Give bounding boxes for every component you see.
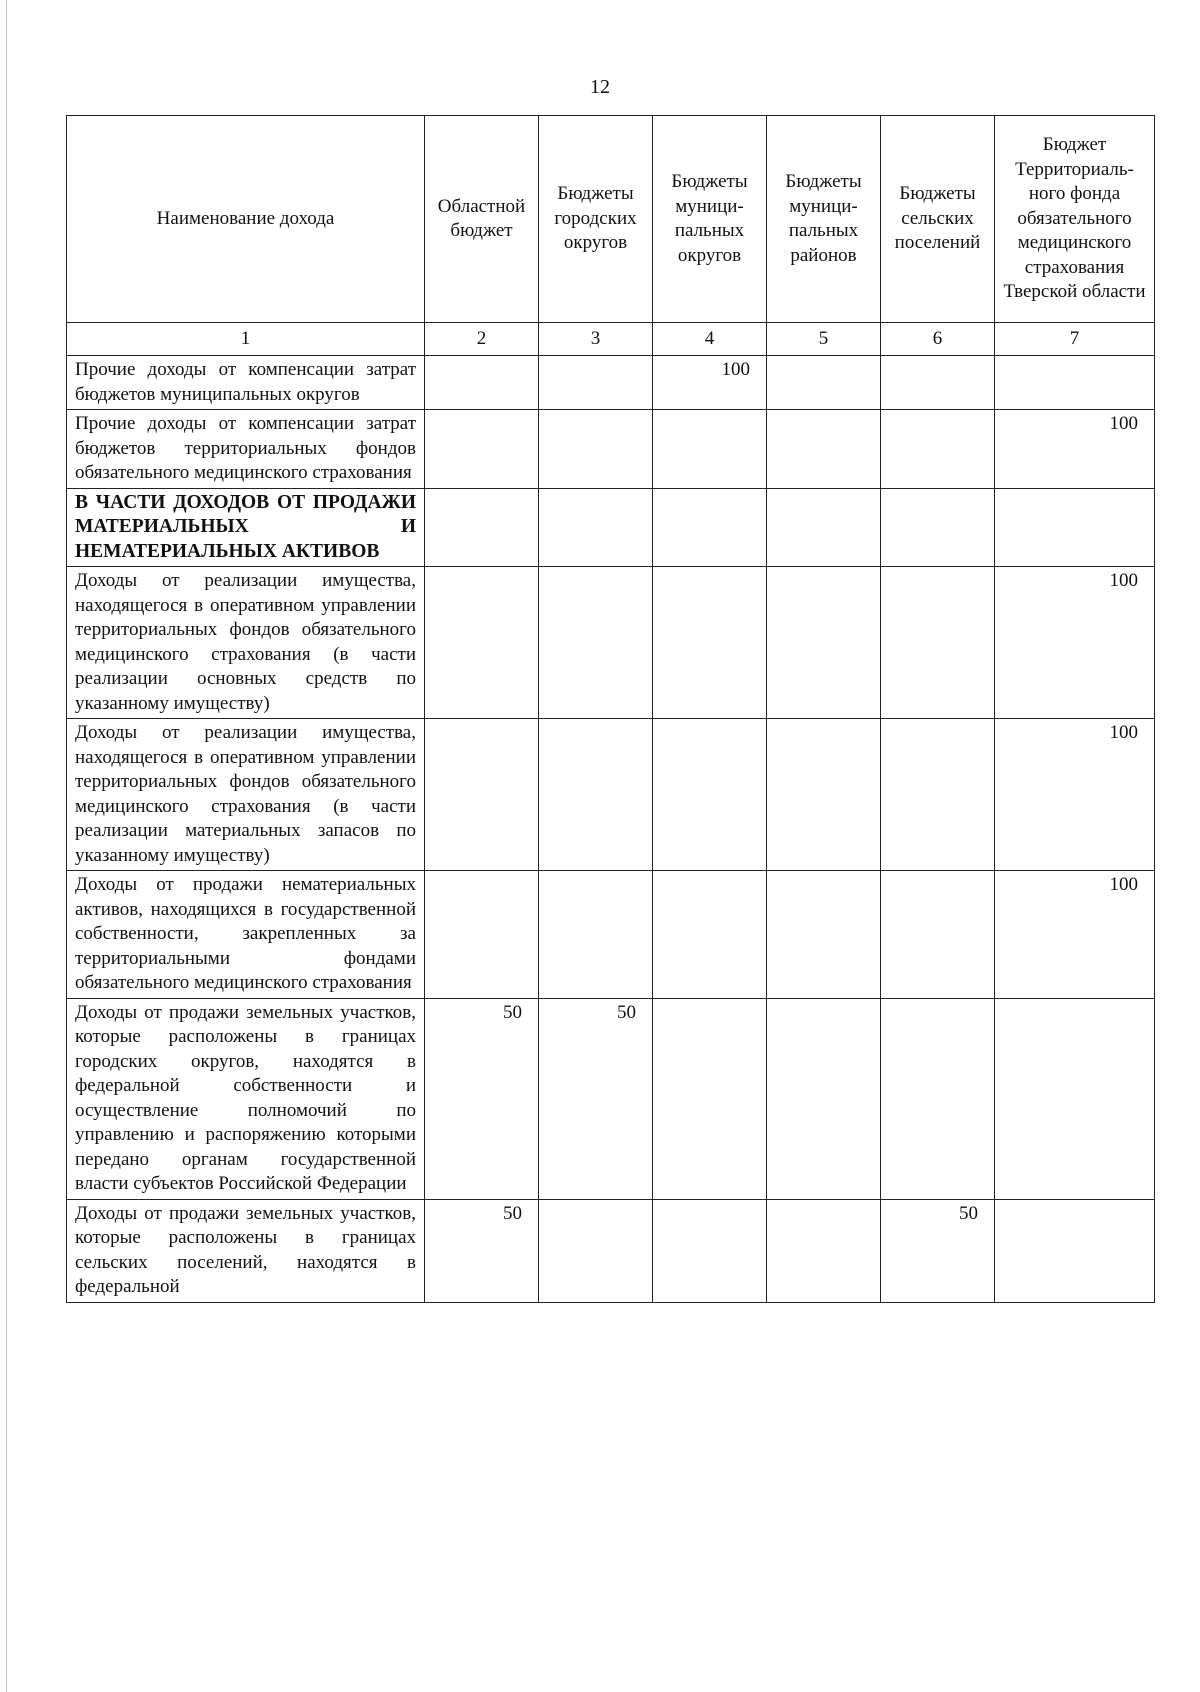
value-cell — [881, 410, 995, 489]
value-cell — [539, 410, 653, 489]
table-header-row — [67, 116, 1155, 323]
section-header-row — [67, 488, 1155, 567]
value-cell — [881, 998, 995, 1199]
column-number: 4 — [653, 323, 767, 356]
income-name-cell: Доходы от реализации имущества, находящегося в оперативном управлении территориальных фондов обязательного медицинского страхования (в части реализации основных средств по указанному имуществу) — [67, 567, 425, 719]
value-cell — [767, 998, 881, 1199]
header-regional-budget: Областной бюджет — [425, 116, 539, 323]
value-cell — [653, 1199, 767, 1302]
column-number-row — [67, 323, 1155, 356]
value-cell — [767, 356, 881, 410]
column-number: 1 — [67, 323, 425, 356]
value-cell — [881, 871, 995, 999]
value-cell — [881, 356, 995, 410]
value-cell — [653, 998, 767, 1199]
value-cell — [767, 871, 881, 999]
value-cell — [995, 488, 1155, 567]
value-cell: 50 — [881, 1199, 995, 1302]
income-name-cell: Доходы от реализации имущества, находящегося в оперативном управлении территориальных фондов обязательного медицинского страхования (в части реализации материальных запасов по указанному имуществу) — [67, 719, 425, 871]
value-cell — [881, 719, 995, 871]
value-cell: 50 — [539, 998, 653, 1199]
header-income-name: Наименование дохода — [67, 116, 425, 323]
value-cell: 100 — [995, 567, 1155, 719]
section-title-cell: В ЧАСТИ ДОХОДОВ ОТ ПРОДАЖИ МАТЕРИАЛЬНЫХ И НЕМАТЕРИАЛЬНЫХ АКТИВОВ — [67, 488, 425, 567]
value-cell — [653, 719, 767, 871]
value-cell — [653, 488, 767, 567]
value-cell — [425, 410, 539, 489]
header-territorial-fund-budget: Бюджет Территориаль-ного фонда обязательного медицинского страхования Тверской области — [995, 116, 1155, 323]
table-row — [67, 410, 1155, 489]
value-cell — [995, 998, 1155, 1199]
header-city-districts-budgets: Бюджеты городских округов — [539, 116, 653, 323]
value-cell: 100 — [653, 356, 767, 410]
value-cell — [539, 567, 653, 719]
value-cell: 100 — [995, 719, 1155, 871]
table-row — [67, 871, 1155, 999]
table-row — [67, 1199, 1155, 1302]
column-number: 3 — [539, 323, 653, 356]
column-number: 7 — [995, 323, 1155, 356]
value-cell — [767, 488, 881, 567]
table-row — [67, 567, 1155, 719]
header-rural-settlements-budgets: Бюджеты сельских поселений — [881, 116, 995, 323]
value-cell — [995, 1199, 1155, 1302]
value-cell — [767, 410, 881, 489]
revenue-distribution-table — [66, 115, 1155, 1303]
income-name-cell: Доходы от продажи земельных участков, которые расположены в границах городских округов, находятся в федеральной собственности и осуществление полномочий по управлению и распоряжению которыми передано органам государственной власти субъектов Российской Федерации — [67, 998, 425, 1199]
header-municipal-areas-budgets: Бюджеты муници-пальных районов — [767, 116, 881, 323]
value-cell — [425, 567, 539, 719]
value-cell — [881, 488, 995, 567]
scan-edge-left — [6, 0, 7, 1692]
value-cell — [539, 719, 653, 871]
value-cell — [539, 488, 653, 567]
value-cell — [425, 719, 539, 871]
value-cell — [767, 1199, 881, 1302]
income-name-cell: Прочие доходы от компенсации затрат бюджетов муниципальных округов — [67, 356, 425, 410]
value-cell — [653, 567, 767, 719]
value-cell: 50 — [425, 1199, 539, 1302]
value-cell — [995, 356, 1155, 410]
income-name-cell: Прочие доходы от компенсации затрат бюджетов территориальных фондов обязательного медицинского страхования — [67, 410, 425, 489]
table-row — [67, 998, 1155, 1199]
value-cell — [767, 567, 881, 719]
income-name-cell: Доходы от продажи нематериальных активов, находящихся в государственной собственности, закрепленных за территориальными фондами обязательного медицинского страхования — [67, 871, 425, 999]
value-cell — [653, 410, 767, 489]
value-cell — [539, 871, 653, 999]
value-cell: 100 — [995, 871, 1155, 999]
column-number: 6 — [881, 323, 995, 356]
income-name-cell: Доходы от продажи земельных участков, которые расположены в границах сельских поселений, находятся в федеральной — [67, 1199, 425, 1302]
value-cell — [881, 567, 995, 719]
value-cell — [767, 719, 881, 871]
value-cell: 50 — [425, 998, 539, 1199]
table-row — [67, 356, 1155, 410]
value-cell — [539, 356, 653, 410]
value-cell — [539, 1199, 653, 1302]
value-cell — [653, 871, 767, 999]
header-municipal-districts-budgets: Бюджеты муници-пальных округов — [653, 116, 767, 323]
value-cell: 100 — [995, 410, 1155, 489]
value-cell — [425, 871, 539, 999]
value-cell — [425, 488, 539, 567]
page-number: 12 — [590, 76, 610, 98]
table-row — [67, 719, 1155, 871]
column-number: 5 — [767, 323, 881, 356]
value-cell — [425, 356, 539, 410]
column-number: 2 — [425, 323, 539, 356]
